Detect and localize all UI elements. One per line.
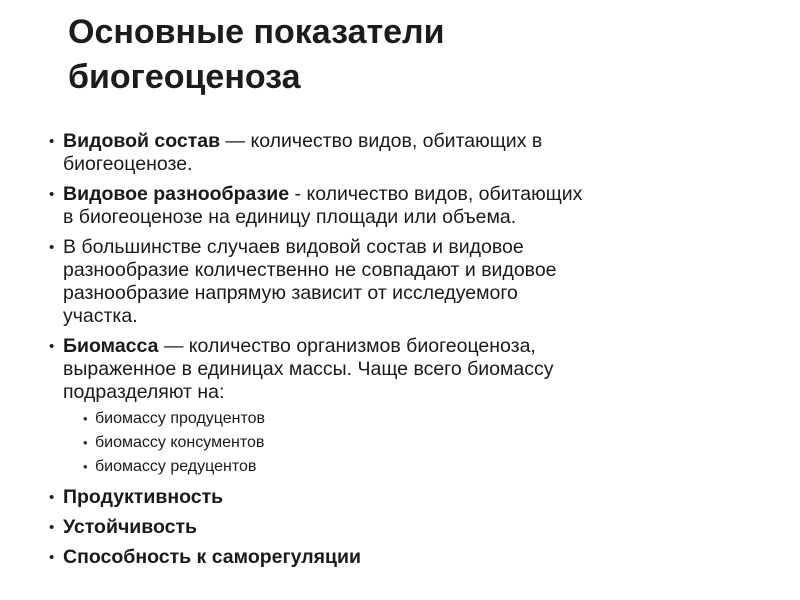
- term-label: Биомасса: [63, 335, 159, 357]
- definition-line: разнообразие количественно не совпадают и видовое: [63, 259, 557, 281]
- term-label: Устойчивость: [63, 516, 198, 538]
- definition-line: [63, 130, 744, 153]
- bullet-self-regulation: [44, 546, 744, 569]
- biomass-sub-list: [63, 407, 744, 479]
- definition-line: [63, 183, 744, 206]
- bullet-biomass: [44, 335, 744, 479]
- bullet-stability: [44, 516, 744, 539]
- bullet-list: [44, 130, 744, 569]
- sub-item-consumers: • биомассу консументов: [63, 431, 744, 455]
- definition-line: участка.: [63, 305, 138, 327]
- sub-item-producers: • биомассу продуцентов: [63, 407, 744, 431]
- definition-text: - количество видов, обитающих: [289, 183, 583, 205]
- definition-line: биогеоценозе.: [63, 153, 193, 175]
- definition-line: в биогеоценозе на единицу площади или объема.: [63, 206, 517, 228]
- title-line: Основные показатели: [68, 13, 445, 51]
- definition-line: • В большинстве случаев видовой состав и видовое: [63, 236, 524, 258]
- bullet-species-diversity: [44, 183, 744, 229]
- term-label: Видовой состав: [63, 130, 221, 152]
- term-label: Видовое разнообразие: [63, 183, 290, 205]
- title-line: биогеоценоза: [68, 58, 301, 96]
- definition-text: — количество видов, обитающих в: [220, 130, 543, 152]
- bullet-composition-vs-diversity: [44, 236, 744, 328]
- slide-title: [68, 10, 768, 100]
- definition-text: — количество организмов биогеоценоза,: [158, 335, 536, 357]
- sub-item-decomposers: • биомассу редуцентов: [63, 455, 744, 479]
- term-label: Продуктивность: [63, 486, 224, 508]
- definition-line: разнообразие напрямую зависит от исследуемого: [63, 282, 518, 304]
- definition-line: выраженное в единицах массы. Чаще всего биомассу: [63, 358, 554, 380]
- bullet-productivity: [44, 486, 744, 509]
- definition-line: [63, 335, 744, 358]
- term-label: Способность к саморегуляции: [63, 546, 361, 568]
- bullet-species-composition: [44, 130, 744, 176]
- definition-line: подразделяют на:: [63, 381, 225, 403]
